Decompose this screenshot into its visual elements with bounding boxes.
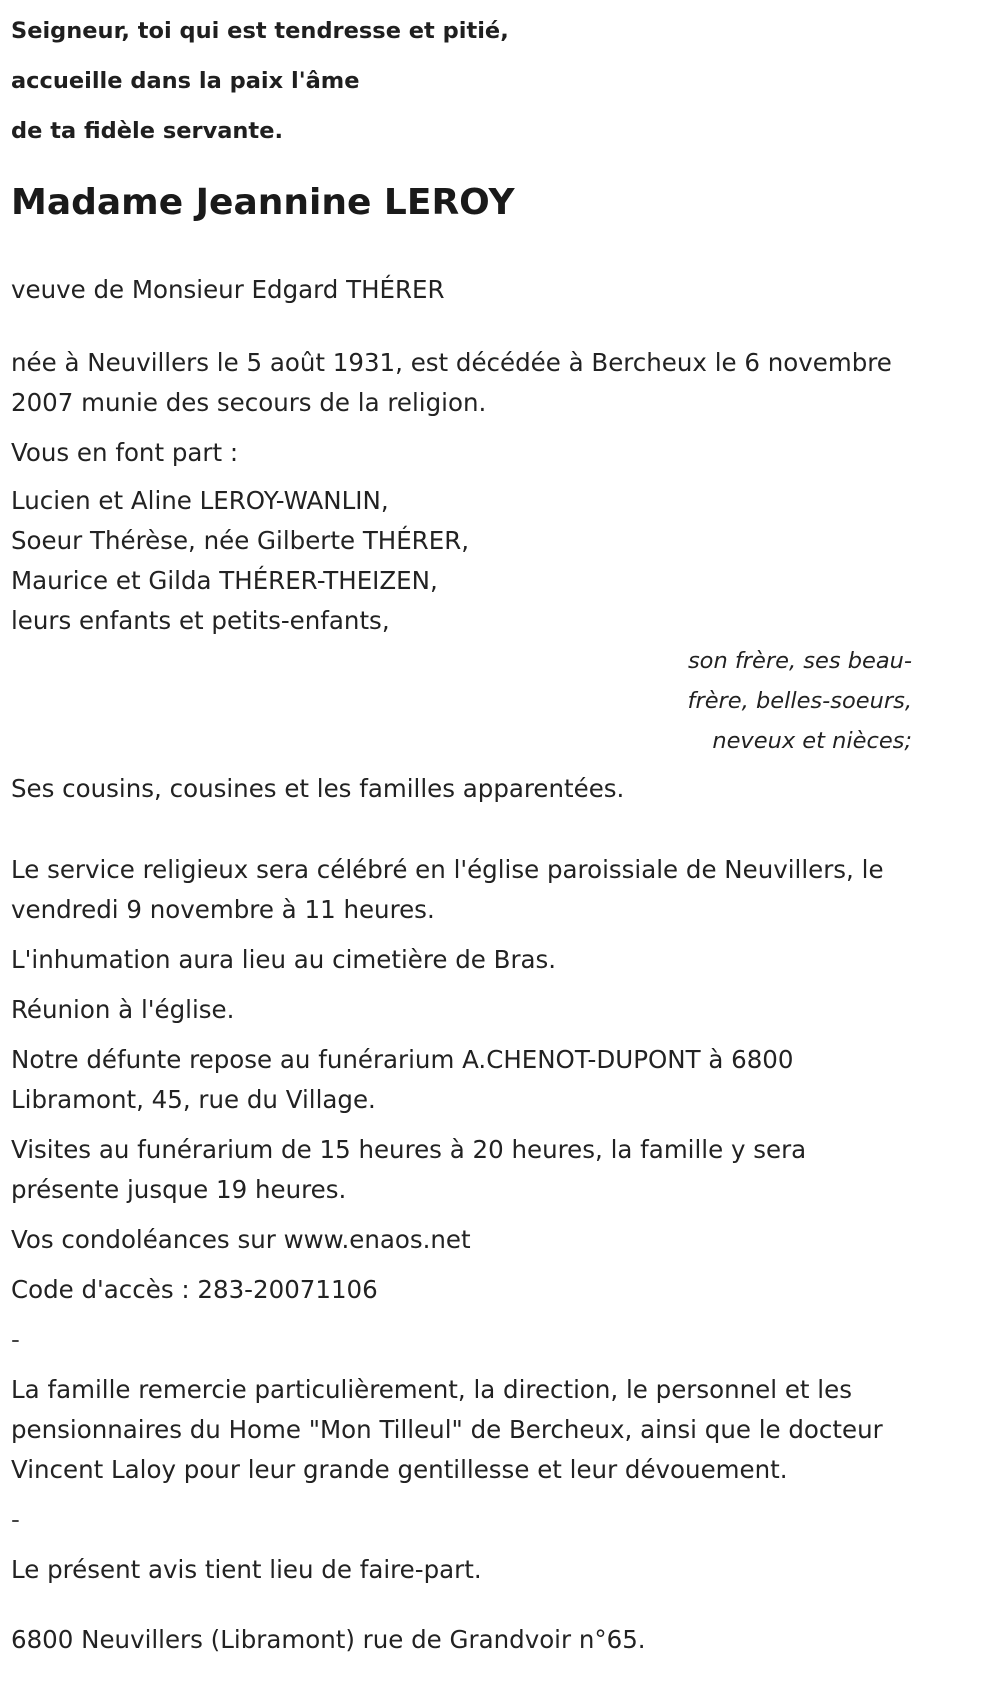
visits-paragraph: Visites au funérarium de 15 heures à 20 heures, la famille y sera présente jusque 19 heures. [11, 1135, 807, 1204]
meeting-line: Réunion à l'église. [11, 995, 235, 1024]
announce-intro: Vous en font part : [11, 438, 239, 467]
family-member-4: leurs enfants et petits-enfants, [11, 606, 390, 635]
widow-of-line: veuve de Monsieur Edgard THÉRER [11, 275, 445, 304]
funerarium-paragraph: Notre défunte repose au funérarium A.CHENOT-DUPONT à 6800 Libramont, 45, rue du Village. [11, 1045, 794, 1114]
verse-line-2: accueille dans la paix l'âme [11, 68, 360, 94]
notice-line: Le présent avis tient lieu de faire-part. [11, 1555, 482, 1584]
condolences-line: Vos condoléances sur www.enaos.net [11, 1225, 471, 1254]
address-line: 6800 Neuvillers (Libramont) rue de Grandvoir n°65. [11, 1625, 646, 1654]
family-list [11, 481, 912, 641]
burial-line: L'inhumation aura lieu au cimetière de Bras. [11, 945, 557, 974]
family-member-3: Maurice et Gilda THÉRER-THEIZEN, [11, 566, 438, 595]
family-member-1: Lucien et Aline LEROY-WANLIN, [11, 486, 389, 515]
prayer-verse [11, 0, 912, 156]
separator-1: - [11, 1325, 20, 1354]
service-paragraph: Le service religieux sera célébré en l'église paroissiale de Neuvillers, le vendredi 9 novembre à 11 heures. [11, 855, 884, 924]
family-side-note: son frère, ses beau-frère, belles-soeurs, neveux et nièces; [687, 648, 912, 754]
access-code-line: Code d'accès : 283-20071106 [11, 1275, 378, 1304]
thanks-paragraph: La famille remercie particulièrement, la direction, le personnel et les pensionnaires du Home "Mon Tilleul" de Bercheux, ainsi que le docteur Vincent Laloy pour leur grande gentillesse et leur dévouement. [11, 1375, 883, 1484]
birth-death-paragraph: née à Neuvillers le 5 août 1931, est décédée à Bercheux le 6 novembre 2007 munie des secours de la religion. [11, 348, 892, 417]
separator-2: - [11, 1505, 20, 1534]
family-member-2: Soeur Thérèse, née Gilberte THÉRER, [11, 526, 469, 555]
verse-line-3: de ta fidèle servante. [11, 118, 283, 144]
verse-line-1: Seigneur, toi qui est tendresse et pitié, [11, 18, 509, 44]
deceased-name: Madame Jeannine LEROY [11, 182, 515, 223]
cousins-line: Ses cousins, cousines et les familles apparentées. [11, 774, 625, 803]
